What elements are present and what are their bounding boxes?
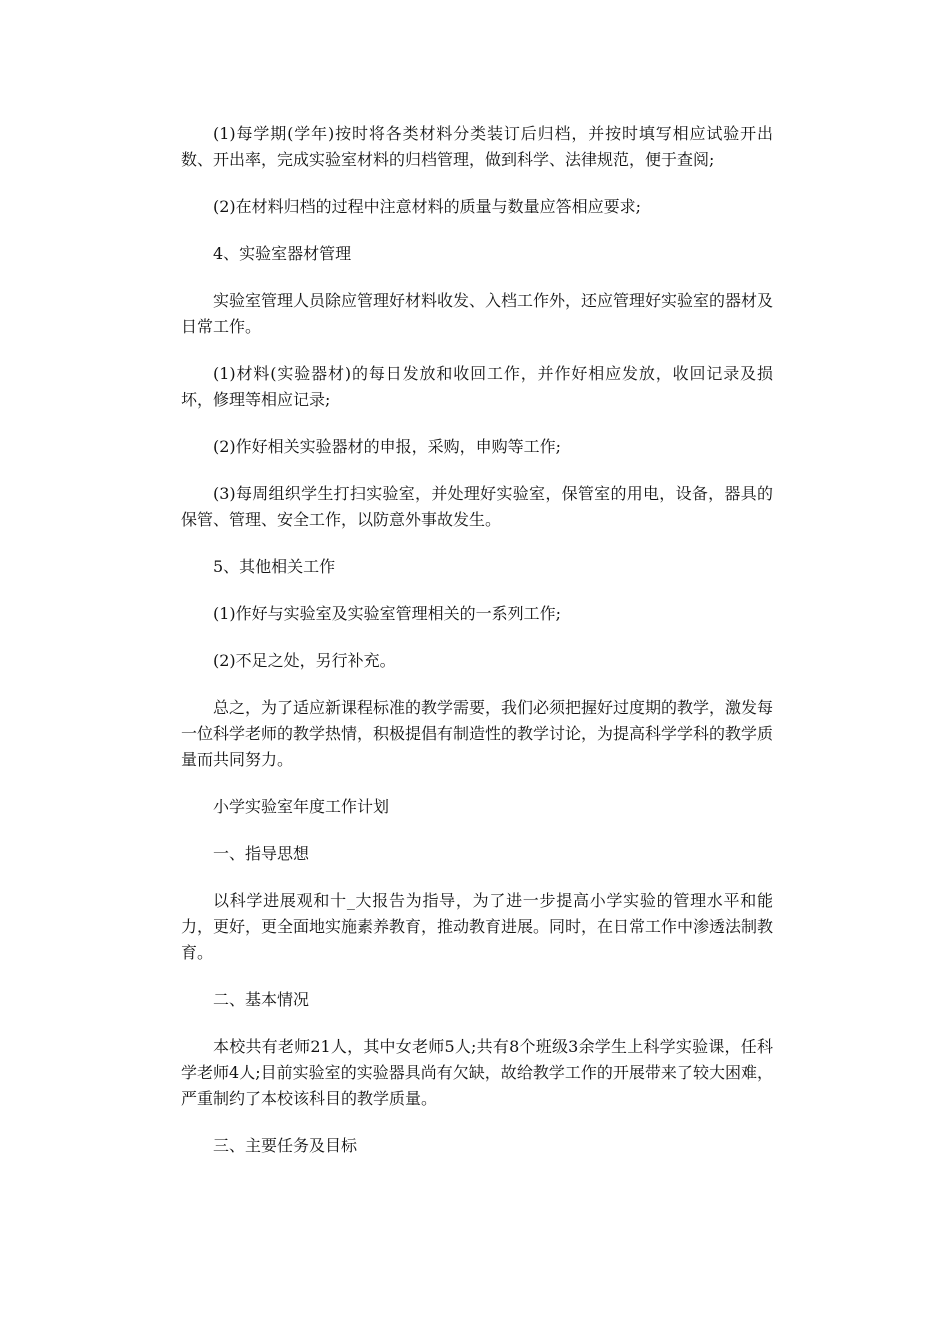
paragraph-other-2: (2)不足之处，另行补充。 — [213, 651, 396, 670]
heading-equipment-management: 4、实验室器材管理 — [213, 244, 352, 263]
heading-guiding-thought: 一、指导思想 — [213, 844, 310, 863]
paragraph-equipment-1: (1)材料(实验器材)的每日发放和收回工作，并作好相应发放，收回记录及损坏，修理等相应记录; — [181, 364, 773, 409]
heading-basic-situation: 二、基本情况 — [213, 990, 310, 1009]
heading-main-tasks: 三、主要任务及目标 — [213, 1136, 358, 1155]
heading-annual-plan: 小学实验室年度工作计划 — [213, 797, 390, 816]
paragraph-other-1: (1)作好与实验室及实验室管理相关的一系列工作; — [213, 604, 562, 623]
paragraph-archive-2: (2)在材料归档的过程中注意材料的质量与数量应答相应要求; — [213, 197, 642, 216]
paragraph-equipment-3: (3)每周组织学生打扫实验室，并处理好实验室，保管室的用电，设备，器具的保管、管理、安全工作，以防意外事故发生。 — [181, 484, 773, 529]
heading-other-work: 5、其他相关工作 — [213, 557, 336, 576]
document-body — [181, 121, 773, 1180]
paragraph-equipment-2: (2)作好相关实验器材的申报，采购，申购等工作; — [213, 437, 562, 456]
paragraph-conclusion: 总之，为了适应新课程标准的教学需要，我们必须把握好过度期的教学，激发每一位科学老师的教学热情，积极提倡有制造性的教学讨论，为提高科学学科的教学质量而共同努力。 — [181, 698, 774, 769]
paragraph-guiding-thought: 以科学进展观和十_大报告为指导，为了进一步提高小学实验的管理水平和能力，更好，更全面地实施素养教育，推动教育进展。同时，在日常工作中渗透法制教育。 — [181, 891, 774, 962]
paragraph-basic-situation: 本校共有老师21人，其中女老师5人;共有8个班级3余学生上科学实验课，任科学老师4人;目前实验室的实验器具尚有欠缺，故给教学工作的开展带来了较大困难，严重制约了本校该科目的教学质量。 — [181, 1037, 773, 1108]
paragraph-archive-1: (1)每学期(学年)按时将各类材料分类装订后归档，并按时填写相应试验开出数、开出率，完成实验室材料的归档管理，做到科学、法律规范，便于查阅; — [181, 124, 773, 169]
paragraph-equipment-intro: 实验室管理人员除应管理好材料收发、入档工作外，还应管理好实验室的器材及日常工作。 — [181, 291, 774, 336]
